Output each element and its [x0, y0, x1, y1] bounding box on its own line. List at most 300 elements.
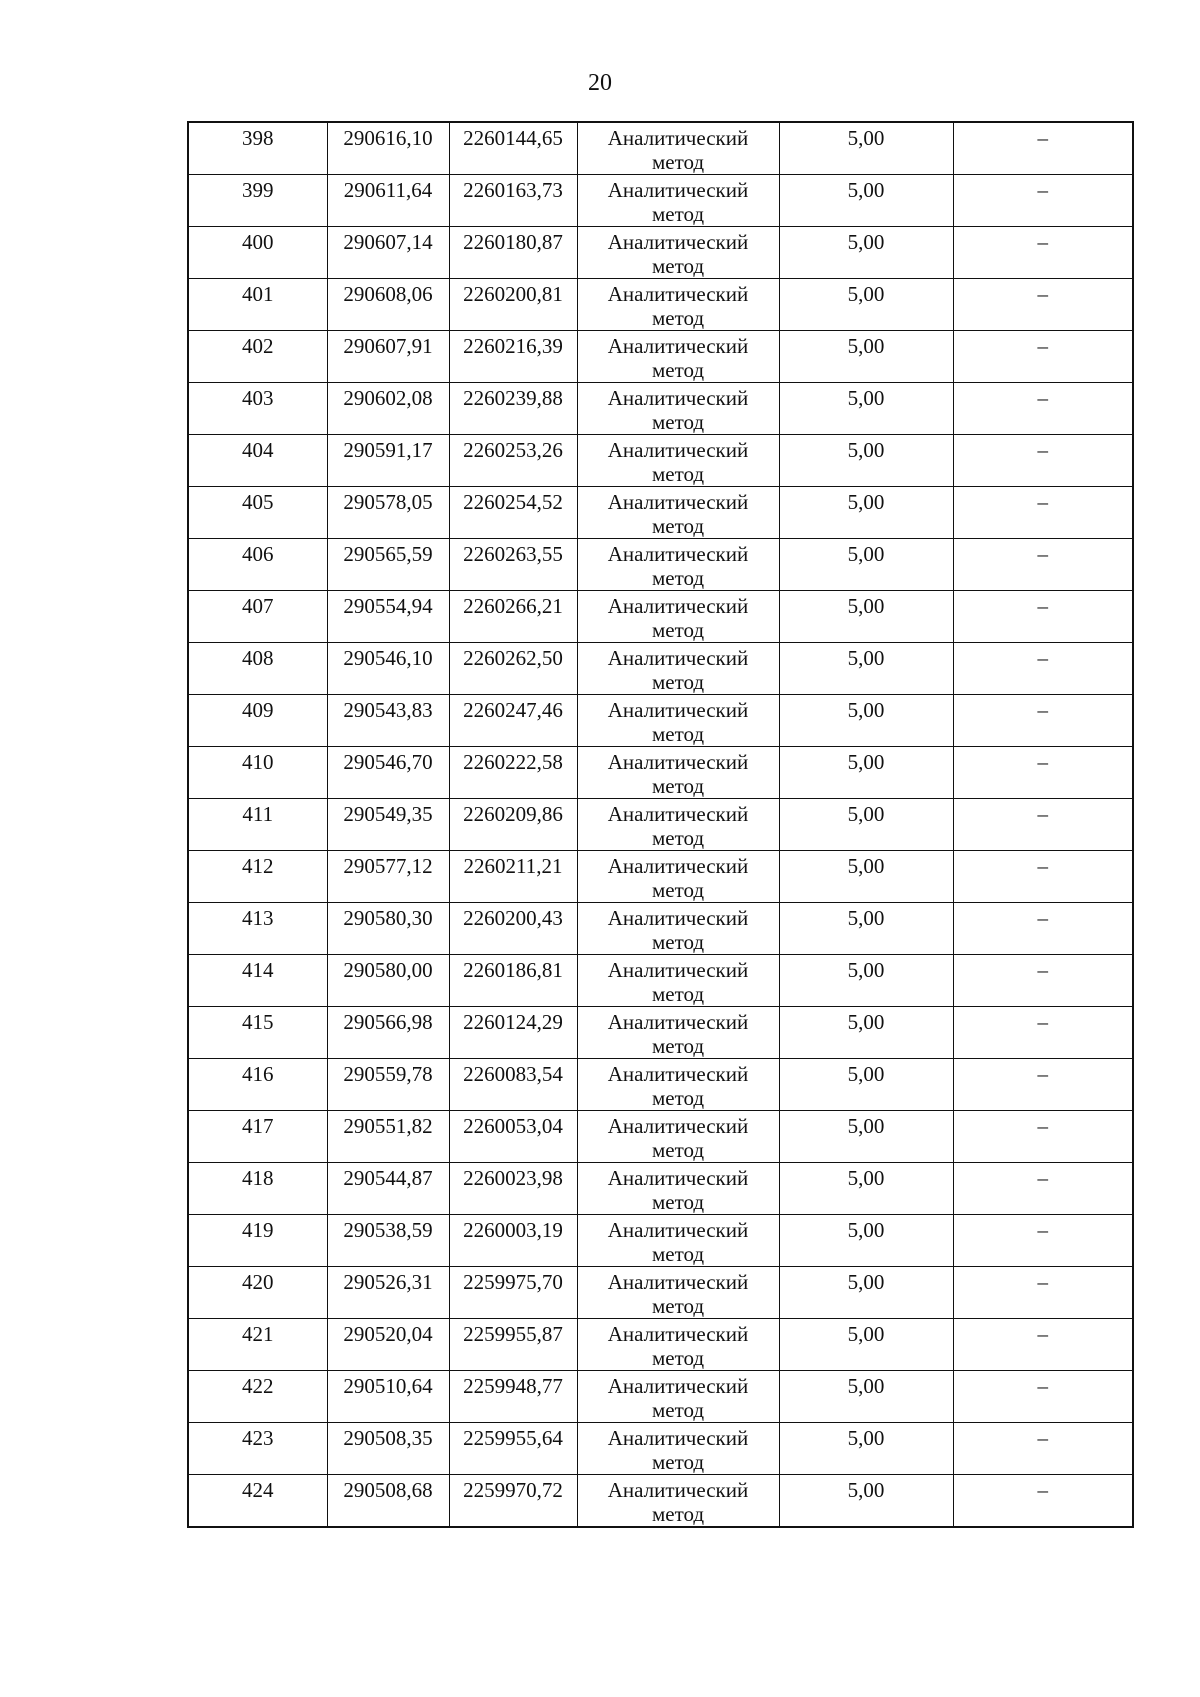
x-coordinate-cell-text: 290538,59: [343, 1218, 433, 1242]
point-number-cell: [188, 1267, 327, 1319]
x-coordinate-cell: [327, 1163, 449, 1215]
page-number: 20: [588, 70, 612, 96]
point-number-cell-text: 424: [242, 1478, 274, 1502]
x-coordinate-cell: [327, 643, 449, 695]
note-cell: [953, 383, 1133, 435]
x-coordinate-cell: [327, 955, 449, 1007]
x-coordinate-cell-text: 290520,04: [343, 1322, 433, 1346]
table-row: [188, 1371, 1133, 1423]
point-number-cell: [188, 1371, 327, 1423]
accuracy-cell-text: 5,00: [847, 490, 885, 514]
accuracy-cell-text: 5,00: [847, 854, 885, 878]
point-number-cell: [188, 175, 327, 227]
method-line-2: метод: [651, 566, 705, 590]
accuracy-cell-text: 5,00: [847, 1114, 885, 1138]
accuracy-cell: [779, 591, 953, 643]
table-row: [188, 1059, 1133, 1111]
accuracy-cell-text: 5,00: [847, 1478, 885, 1502]
method-line-1: Аналитический: [607, 1166, 749, 1190]
note-cell: [953, 1319, 1133, 1371]
note-cell: [953, 851, 1133, 903]
note-cell-text: –: [1037, 490, 1048, 514]
note-cell-text: –: [1037, 1062, 1048, 1086]
y-coordinate-cell-text: 2260266,21: [463, 594, 563, 618]
point-number-cell: [188, 383, 327, 435]
note-cell: [953, 591, 1133, 643]
point-number-cell-text: 399: [242, 178, 274, 202]
method-line-2: метод: [651, 826, 705, 850]
y-coordinate-cell: [449, 1475, 577, 1528]
accuracy-cell: [779, 955, 953, 1007]
table-row: [188, 1423, 1133, 1475]
x-coordinate-cell-text: 290611,64: [343, 178, 433, 202]
method-line-1: Аналитический: [607, 1270, 749, 1294]
y-coordinate-cell: [449, 487, 577, 539]
note-cell-text: –: [1037, 334, 1048, 358]
x-coordinate-cell: [327, 383, 449, 435]
accuracy-cell-text: 5,00: [847, 438, 885, 462]
method-line-1: Аналитический: [607, 438, 749, 462]
method-line-2: метод: [651, 1502, 705, 1526]
note-cell: [953, 1475, 1133, 1528]
accuracy-cell: [779, 383, 953, 435]
point-number-cell: [188, 747, 327, 799]
method-line-2: метод: [651, 514, 705, 538]
x-coordinate-cell-text: 290616,10: [343, 126, 433, 150]
note-cell-text: –: [1037, 1010, 1048, 1034]
method-line-1: Аналитический: [607, 646, 749, 670]
point-number-cell-text: 422: [242, 1374, 274, 1398]
y-coordinate-cell-text: 2260144,65: [463, 126, 563, 150]
point-number-cell: [188, 1423, 327, 1475]
note-cell: [953, 1007, 1133, 1059]
accuracy-cell-text: 5,00: [847, 906, 885, 930]
table-row: [188, 1007, 1133, 1059]
x-coordinate-cell: [327, 1319, 449, 1371]
method-line-2: метод: [651, 930, 705, 954]
y-coordinate-cell-text: 2260200,43: [463, 906, 563, 930]
x-coordinate-cell-text: 290559,78: [343, 1062, 433, 1086]
method-line-2: метод: [651, 774, 705, 798]
method-line-1: Аналитический: [607, 958, 749, 982]
note-cell: [953, 799, 1133, 851]
accuracy-cell-text: 5,00: [847, 230, 885, 254]
method-line-1: Аналитический: [607, 1478, 749, 1502]
accuracy-cell-text: 5,00: [847, 1010, 885, 1034]
note-cell: [953, 1215, 1133, 1267]
point-number-cell: [188, 903, 327, 955]
y-coordinate-cell-text: 2260253,26: [463, 438, 563, 462]
method-line-2: метод: [651, 1398, 705, 1422]
note-cell: [953, 122, 1133, 175]
method-cell: [577, 331, 779, 383]
method-text: [578, 1215, 779, 1266]
y-coordinate-cell-text: 2259955,87: [463, 1322, 563, 1346]
accuracy-cell-text: 5,00: [847, 1166, 885, 1190]
point-number-cell-text: 420: [242, 1270, 274, 1294]
y-coordinate-cell: [449, 539, 577, 591]
method-line-1: Аналитический: [607, 230, 749, 254]
note-cell: [953, 1423, 1133, 1475]
method-line-2: метод: [651, 618, 705, 642]
point-number-cell-text: 411: [242, 802, 274, 826]
note-cell-text: –: [1037, 1478, 1048, 1502]
table-row: [188, 175, 1133, 227]
x-coordinate-cell-text: 290591,17: [343, 438, 433, 462]
method-text: [578, 279, 779, 330]
note-cell-text: –: [1037, 854, 1048, 878]
method-cell: [577, 747, 779, 799]
y-coordinate-cell-text: 2260083,54: [463, 1062, 563, 1086]
note-cell-text: –: [1037, 802, 1048, 826]
x-coordinate-cell-text: 290577,12: [343, 854, 433, 878]
accuracy-cell-text: 5,00: [847, 646, 885, 670]
method-text: [578, 175, 779, 226]
y-coordinate-cell-text: 2260124,29: [463, 1010, 563, 1034]
note-cell-text: –: [1037, 1426, 1048, 1450]
method-line-2: метод: [651, 1138, 705, 1162]
y-coordinate-cell: [449, 747, 577, 799]
x-coordinate-cell: [327, 1267, 449, 1319]
accuracy-cell-text: 5,00: [847, 178, 885, 202]
method-line-1: Аналитический: [607, 1062, 749, 1086]
method-cell: [577, 1215, 779, 1267]
y-coordinate-cell: [449, 1319, 577, 1371]
accuracy-cell: [779, 175, 953, 227]
method-text: [578, 1319, 779, 1370]
table-row: [188, 383, 1133, 435]
method-cell: [577, 799, 779, 851]
y-coordinate-cell-text: 2260263,55: [463, 542, 563, 566]
point-number-cell: [188, 799, 327, 851]
method-text: [578, 435, 779, 486]
accuracy-cell: [779, 643, 953, 695]
method-cell: [577, 1423, 779, 1475]
method-line-1: Аналитический: [607, 490, 749, 514]
y-coordinate-cell-text: 2260053,04: [463, 1114, 563, 1138]
note-cell-text: –: [1037, 282, 1048, 306]
note-cell: [953, 175, 1133, 227]
accuracy-cell: [779, 435, 953, 487]
x-coordinate-cell: [327, 1215, 449, 1267]
accuracy-cell-text: 5,00: [847, 1322, 885, 1346]
method-cell: [577, 591, 779, 643]
x-coordinate-cell: [327, 539, 449, 591]
y-coordinate-cell-text: 2260247,46: [463, 698, 563, 722]
coordinates-table: [187, 121, 1134, 1528]
method-cell: [577, 903, 779, 955]
y-coordinate-cell-text: 2260262,50: [463, 646, 563, 670]
method-text: [578, 695, 779, 746]
method-line-2: метод: [651, 982, 705, 1006]
method-cell: [577, 1475, 779, 1528]
accuracy-cell: [779, 1371, 953, 1423]
accuracy-cell: [779, 1319, 953, 1371]
method-line-2: метод: [651, 358, 705, 382]
method-line-2: метод: [651, 202, 705, 226]
note-cell-text: –: [1037, 750, 1048, 774]
method-cell: [577, 435, 779, 487]
method-line-1: Аналитический: [607, 1010, 749, 1034]
note-cell-text: –: [1037, 1166, 1048, 1190]
y-coordinate-cell-text: 2260216,39: [463, 334, 563, 358]
y-coordinate-cell: [449, 435, 577, 487]
note-cell: [953, 227, 1133, 279]
y-coordinate-cell: [449, 1059, 577, 1111]
method-text: [578, 123, 779, 174]
x-coordinate-cell-text: 290544,87: [343, 1166, 433, 1190]
method-cell: [577, 1319, 779, 1371]
method-text: [578, 1475, 779, 1526]
table-row: [188, 435, 1133, 487]
table-row: [188, 591, 1133, 643]
method-text: [578, 1007, 779, 1058]
method-text: [578, 591, 779, 642]
x-coordinate-cell-text: 290510,64: [343, 1374, 433, 1398]
point-number-cell-text: 419: [242, 1218, 274, 1242]
method-text: [578, 1111, 779, 1162]
x-coordinate-cell-text: 290508,35: [343, 1426, 433, 1450]
note-cell: [953, 1267, 1133, 1319]
accuracy-cell: [779, 487, 953, 539]
point-number-cell: [188, 955, 327, 1007]
accuracy-cell: [779, 1111, 953, 1163]
x-coordinate-cell-text: 290549,35: [343, 802, 433, 826]
point-number-cell-text: 413: [242, 906, 274, 930]
x-coordinate-cell: [327, 1111, 449, 1163]
x-coordinate-cell-text: 290546,10: [343, 646, 433, 670]
method-text: [578, 539, 779, 590]
method-line-1: Аналитический: [607, 906, 749, 930]
accuracy-cell: [779, 1267, 953, 1319]
accuracy-cell: [779, 331, 953, 383]
note-cell: [953, 643, 1133, 695]
point-number-cell-text: 418: [242, 1166, 274, 1190]
accuracy-cell: [779, 539, 953, 591]
method-cell: [577, 175, 779, 227]
note-cell: [953, 1163, 1133, 1215]
y-coordinate-cell: [449, 279, 577, 331]
x-coordinate-cell: [327, 1423, 449, 1475]
x-coordinate-cell-text: 290551,82: [343, 1114, 433, 1138]
method-cell: [577, 851, 779, 903]
method-line-2: метод: [651, 878, 705, 902]
method-line-1: Аналитический: [607, 542, 749, 566]
y-coordinate-cell: [449, 643, 577, 695]
accuracy-cell-text: 5,00: [847, 802, 885, 826]
x-coordinate-cell-text: 290554,94: [343, 594, 433, 618]
method-line-2: метод: [651, 1294, 705, 1318]
note-cell-text: –: [1037, 230, 1048, 254]
point-number-cell-text: 403: [242, 386, 274, 410]
table-row: [188, 695, 1133, 747]
table-row: [188, 851, 1133, 903]
method-line-1: Аналитический: [607, 750, 749, 774]
method-line-2: метод: [651, 722, 705, 746]
y-coordinate-cell-text: 2260186,81: [463, 958, 563, 982]
accuracy-cell-text: 5,00: [847, 126, 885, 150]
method-text: [578, 487, 779, 538]
table-row: [188, 1163, 1133, 1215]
accuracy-cell-text: 5,00: [847, 1270, 885, 1294]
accuracy-cell: [779, 1163, 953, 1215]
method-line-1: Аналитический: [607, 1218, 749, 1242]
method-line-2: метод: [651, 1034, 705, 1058]
table-row: [188, 122, 1133, 175]
note-cell-text: –: [1037, 178, 1048, 202]
y-coordinate-cell-text: 2260003,19: [463, 1218, 563, 1242]
accuracy-cell: [779, 903, 953, 955]
method-line-2: метод: [651, 150, 705, 174]
x-coordinate-cell-text: 290607,91: [343, 334, 433, 358]
method-line-2: метод: [651, 670, 705, 694]
point-number-cell: [188, 1475, 327, 1528]
point-number-cell: [188, 591, 327, 643]
point-number-cell: [188, 695, 327, 747]
table-row: [188, 1267, 1133, 1319]
point-number-cell-text: 405: [242, 490, 274, 514]
method-text: [578, 747, 779, 798]
y-coordinate-cell-text: 2260163,73: [463, 178, 563, 202]
y-coordinate-cell: [449, 591, 577, 643]
method-cell: [577, 383, 779, 435]
method-cell: [577, 227, 779, 279]
point-number-cell-text: 406: [242, 542, 274, 566]
note-cell-text: –: [1037, 126, 1048, 150]
method-line-2: метод: [651, 1450, 705, 1474]
table-row: [188, 331, 1133, 383]
method-line-1: Аналитический: [607, 334, 749, 358]
accuracy-cell: [779, 227, 953, 279]
y-coordinate-cell-text: 2260239,88: [463, 386, 563, 410]
method-line-2: метод: [651, 306, 705, 330]
x-coordinate-cell-text: 290543,83: [343, 698, 433, 722]
table-row: [188, 1319, 1133, 1371]
table-row: [188, 1215, 1133, 1267]
point-number-cell-text: 408: [242, 646, 274, 670]
x-coordinate-cell: [327, 1371, 449, 1423]
point-number-cell: [188, 1215, 327, 1267]
x-coordinate-cell-text: 290546,70: [343, 750, 433, 774]
y-coordinate-cell: [449, 799, 577, 851]
method-text: [578, 955, 779, 1006]
y-coordinate-cell: [449, 1371, 577, 1423]
point-number-cell-text: 423: [242, 1426, 274, 1450]
point-number-cell-text: 410: [242, 750, 274, 774]
x-coordinate-cell-text: 290580,00: [343, 958, 433, 982]
y-coordinate-cell-text: 2259948,77: [463, 1374, 563, 1398]
point-number-cell: [188, 487, 327, 539]
note-cell: [953, 279, 1133, 331]
accuracy-cell-text: 5,00: [847, 1374, 885, 1398]
x-coordinate-cell: [327, 695, 449, 747]
note-cell: [953, 487, 1133, 539]
x-coordinate-cell: [327, 227, 449, 279]
y-coordinate-cell-text: 2260200,81: [463, 282, 563, 306]
note-cell-text: –: [1037, 646, 1048, 670]
y-coordinate-cell-text: 2260222,58: [463, 750, 563, 774]
note-cell-text: –: [1037, 1114, 1048, 1138]
x-coordinate-cell: [327, 591, 449, 643]
x-coordinate-cell: [327, 331, 449, 383]
table-row: [188, 539, 1133, 591]
table-row: [188, 487, 1133, 539]
x-coordinate-cell: [327, 435, 449, 487]
accuracy-cell-text: 5,00: [847, 282, 885, 306]
x-coordinate-cell: [327, 122, 449, 175]
point-number-cell: [188, 1059, 327, 1111]
point-number-cell: [188, 1007, 327, 1059]
method-line-1: Аналитический: [607, 386, 749, 410]
accuracy-cell-text: 5,00: [847, 594, 885, 618]
note-cell-text: –: [1037, 386, 1048, 410]
note-cell-text: –: [1037, 1374, 1048, 1398]
method-text: [578, 1267, 779, 1318]
x-coordinate-cell: [327, 851, 449, 903]
y-coordinate-cell-text: 2260180,87: [463, 230, 563, 254]
method-cell: [577, 279, 779, 331]
x-coordinate-cell: [327, 903, 449, 955]
x-coordinate-cell-text: 290580,30: [343, 906, 433, 930]
method-text: [578, 851, 779, 902]
method-text: [578, 799, 779, 850]
point-number-cell-text: 401: [242, 282, 274, 306]
method-line-1: Аналитический: [607, 1374, 749, 1398]
table-body: [188, 122, 1133, 1527]
note-cell-text: –: [1037, 594, 1048, 618]
accuracy-cell-text: 5,00: [847, 698, 885, 722]
note-cell: [953, 1111, 1133, 1163]
x-coordinate-cell-text: 290508,68: [343, 1478, 433, 1502]
x-coordinate-cell-text: 290607,14: [343, 230, 433, 254]
table-row: [188, 1475, 1133, 1528]
y-coordinate-cell: [449, 1111, 577, 1163]
x-coordinate-cell: [327, 799, 449, 851]
method-text: [578, 383, 779, 434]
method-text: [578, 643, 779, 694]
table-row: [188, 279, 1133, 331]
y-coordinate-cell-text: 2259970,72: [463, 1478, 563, 1502]
method-cell: [577, 695, 779, 747]
accuracy-cell: [779, 747, 953, 799]
method-text: [578, 227, 779, 278]
y-coordinate-cell: [449, 1007, 577, 1059]
y-coordinate-cell-text: 2260209,86: [463, 802, 563, 826]
method-line-1: Аналитический: [607, 1322, 749, 1346]
method-line-1: Аналитический: [607, 802, 749, 826]
accuracy-cell: [779, 799, 953, 851]
method-line-1: Аналитический: [607, 698, 749, 722]
method-text: [578, 1423, 779, 1474]
note-cell: [953, 1371, 1133, 1423]
point-number-cell-text: 398: [242, 126, 274, 150]
y-coordinate-cell: [449, 851, 577, 903]
note-cell-text: –: [1037, 542, 1048, 566]
x-coordinate-cell: [327, 487, 449, 539]
x-coordinate-cell: [327, 1059, 449, 1111]
note-cell: [953, 903, 1133, 955]
x-coordinate-cell-text: 290526,31: [343, 1270, 433, 1294]
accuracy-cell-text: 5,00: [847, 542, 885, 566]
accuracy-cell: [779, 851, 953, 903]
y-coordinate-cell-text: 2260254,52: [463, 490, 563, 514]
note-cell: [953, 955, 1133, 1007]
y-coordinate-cell-text: 2260023,98: [463, 1166, 563, 1190]
x-coordinate-cell: [327, 747, 449, 799]
point-number-cell-text: 404: [242, 438, 274, 462]
method-line-1: Аналитический: [607, 178, 749, 202]
point-number-cell: [188, 1163, 327, 1215]
